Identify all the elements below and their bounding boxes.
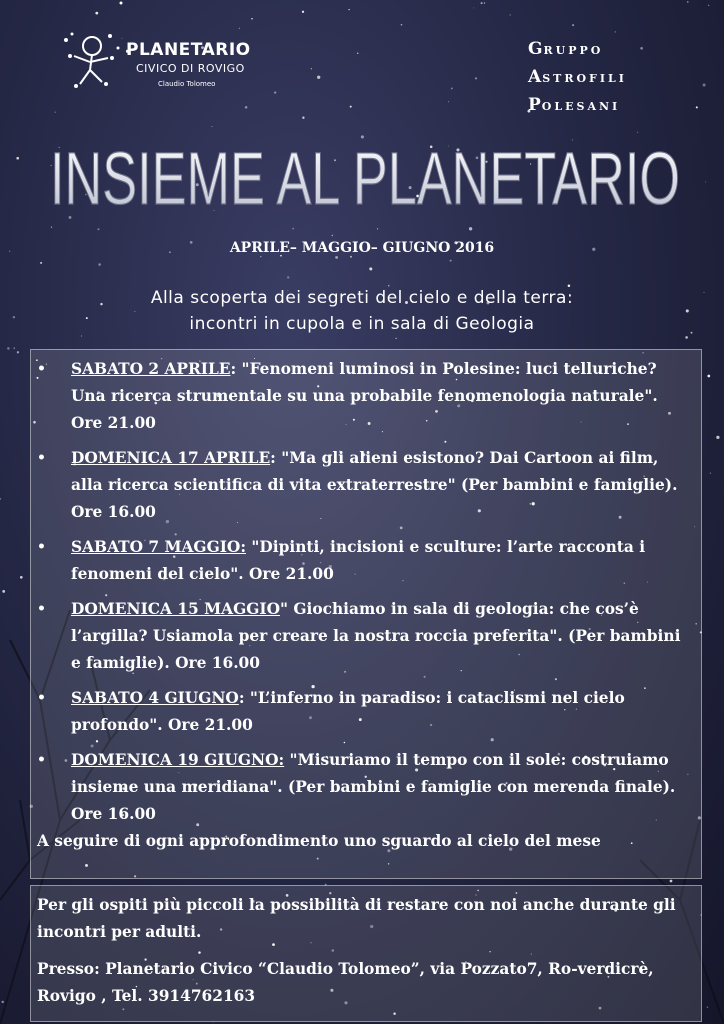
event-date: SABATO 2 APRILE [71, 360, 231, 378]
events-panel [30, 349, 702, 879]
planetario-name: Claudio Tolomeo [158, 80, 216, 88]
address-info: Presso: Planetario Civico “Claudio Tolomeo”, via Pozzato7, Ro-verdicrè, Rovigo , Tel. 3914762163 [37, 960, 654, 1005]
logo-line-1: GRUPPO [528, 39, 604, 59]
follow-note: A seguire di ogni approfondimento uno sguardo al cielo del mese [37, 832, 601, 850]
dates-heading: APRILE– MAGGIO– GIUGNO 2016 [229, 240, 495, 256]
subtitle-line-2: incontri in cupola e in sala di Geologia [189, 314, 535, 334]
event-item [31, 596, 701, 677]
bullet-icon: • [37, 361, 46, 377]
event-text: : "L’inferno in paradiso: i cataclismi nel cielo profondo". Ore 21.00 [71, 689, 625, 734]
logo-line-3: POLESANI [528, 95, 621, 115]
event-date: SABATO 7 MAGGIO: [71, 538, 247, 556]
astronaut-constellation-icon [60, 28, 130, 90]
event-text: " Giochiamo in sala di geologia: che cos’è l’argilla? Usiamola per creare la nostra roccia preferita". (Per bambini e famiglie). Ore 16.00 [71, 600, 681, 672]
bullet-icon: • [37, 601, 46, 617]
planetario-title: PLANETARIO [126, 40, 251, 60]
event-date: DOMENICA 19 GIUGNO: [71, 751, 285, 769]
events-list [31, 356, 701, 836]
main-title [40, 108, 690, 228]
main-title-text: INSIEME AL PLANETARIO [50, 137, 680, 220]
kids-note: Per gli ospiti più piccoli la possibilità di restare con noi anche durante gli incontri per adulti. [37, 896, 676, 941]
event-date: DOMENICA 17 APRILE [71, 449, 271, 467]
event-item [31, 445, 701, 526]
event-text: "Dipinti, incisioni e sculture: l’arte racconta i fenomeni del cielo". Ore 21.00 [71, 538, 646, 583]
event-item [31, 685, 701, 739]
event-item [31, 747, 701, 828]
bullet-icon: • [37, 690, 46, 706]
planetario-logo [60, 28, 260, 98]
subtitle [0, 285, 724, 337]
event-item [31, 356, 701, 437]
event-text: "Misuriamo il tempo con il sole: costruiamo insieme una meridiana". (Per bambini e famiglie con merenda finale). Ore 16.00 [71, 751, 676, 823]
event-text: : "Fenomeni luminosi in Polesine: luci telluriche? Una ricerca strumentale su una probabile fenomenologia naturale". Ore 21.00 [71, 360, 658, 432]
event-item [31, 534, 701, 588]
logo-line-2: ASTROFILI [528, 67, 627, 87]
event-text: : "Ma gli alieni esistono? Dai Cartoon ai film, alla ricerca scientifica di vita extraterrestre" (Per bambini e famiglie). Ore 16.00 [71, 449, 678, 521]
subtitle-line-1: Alla scoperta dei segreti del cielo e della terra: [150, 288, 574, 308]
event-date: SABATO 4 GIUGNO [71, 689, 239, 707]
event-date: DOMENICA 15 MAGGIO [71, 600, 280, 618]
bullet-icon: • [37, 450, 46, 466]
bullet-icon: • [37, 539, 46, 555]
planetario-subtitle: CIVICO DI ROVIGO [136, 62, 245, 75]
info-panel [30, 885, 702, 1022]
bullet-icon: • [37, 752, 46, 768]
